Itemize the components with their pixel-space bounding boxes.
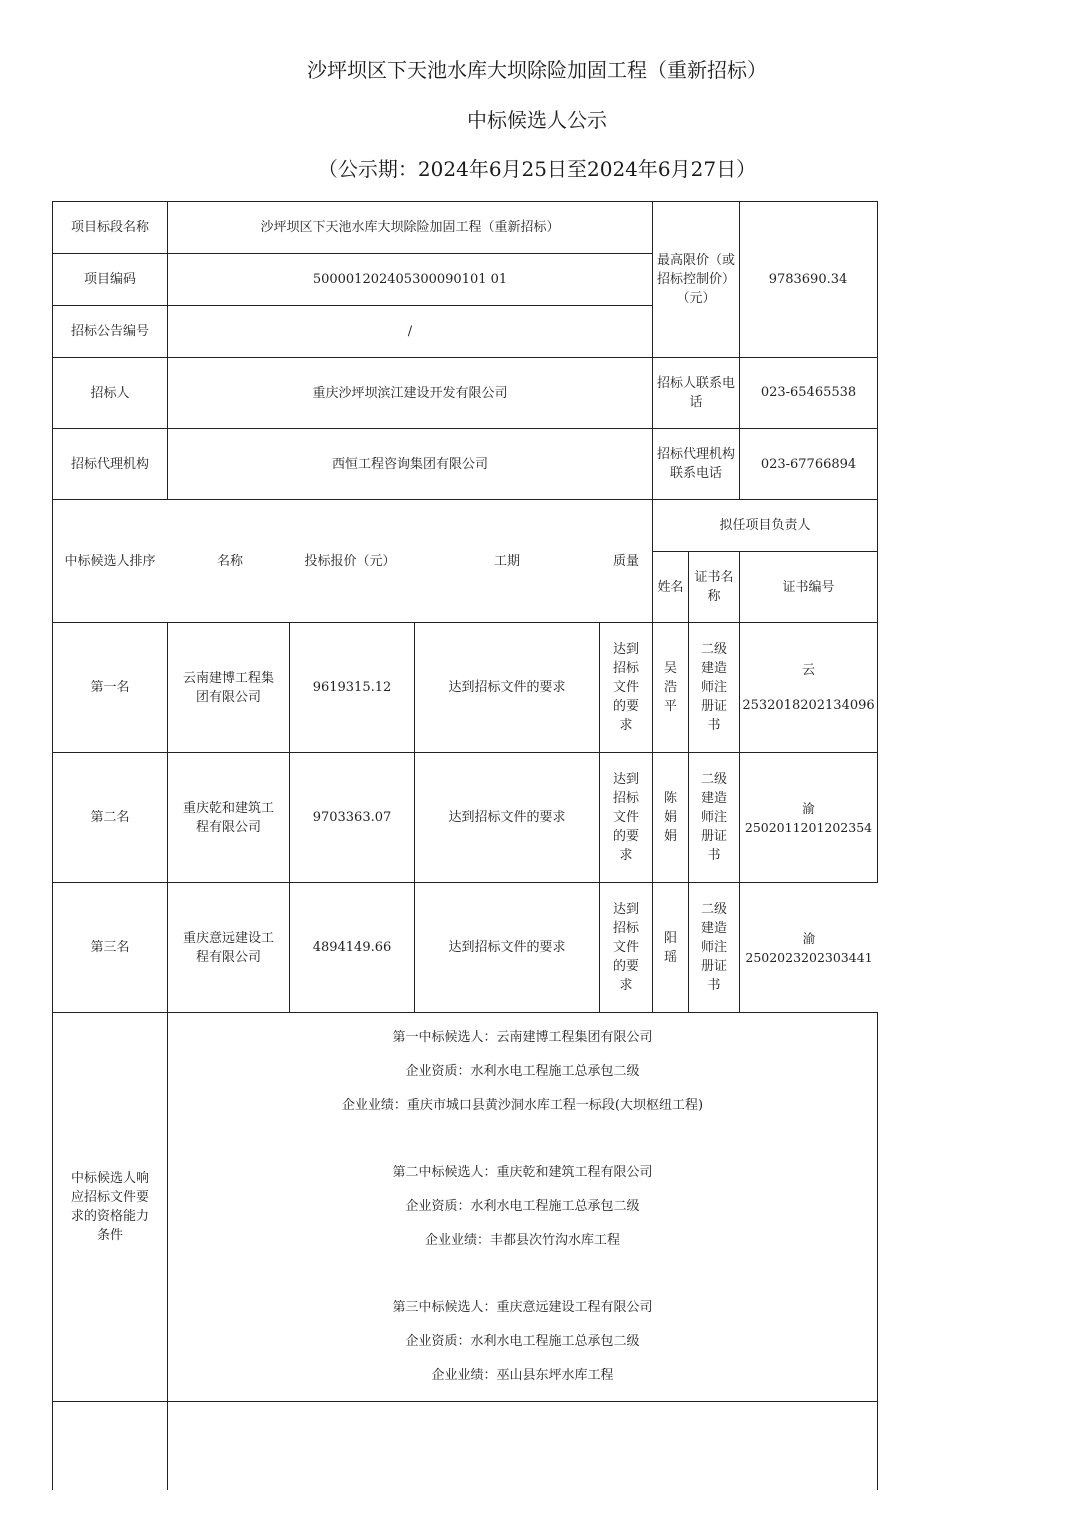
- candidate-manager: 陈娟娟: [652, 752, 689, 883]
- agency-value: 西恒工程咨询集团有限公司: [167, 428, 653, 500]
- tenderer-value: 重庆沙坪坝滨江建设开发有限公司: [167, 357, 653, 429]
- candidate-quality: 达到招标文件的要求: [599, 882, 653, 1013]
- qualification-spacer: [176, 1258, 869, 1291]
- candidate-rank: 第二名: [52, 752, 168, 883]
- document-title: 沙坪坝区下天池水库大坝除险加固工程（重新招标）: [307, 58, 767, 82]
- candidate-cert-no: 2532018202134096: [742, 697, 875, 713]
- period-header: 工期: [493, 553, 520, 569]
- rank-header: 中标候选人排序: [64, 553, 156, 569]
- max-price-label: 最高限价（或招标控制价）（元）: [652, 201, 740, 358]
- qualification-content: [167, 1012, 878, 1402]
- candidate-price: 4894149.66: [289, 882, 415, 1013]
- candidate-quality: 达到招标文件的要求: [599, 622, 653, 753]
- notice-number-label: 招标公告编号: [52, 305, 168, 358]
- candidate-price: 9619315.12: [289, 622, 415, 753]
- project-code-value: 500001202405300090101 01: [167, 253, 653, 306]
- candidate-rank: 第三名: [52, 882, 168, 1013]
- candidate-name: 重庆意远建设工程有限公司: [167, 882, 290, 1013]
- price-header: 投标报价（元）: [304, 553, 396, 569]
- qualification-line: 企业业绩：巫山县东坪水库工程: [431, 1368, 614, 1383]
- max-price-value: 9783690.34: [739, 201, 878, 358]
- trailing-row-label: [52, 1401, 168, 1490]
- qualification-line: 第三中标候选人：重庆意远建设工程有限公司: [392, 1300, 653, 1315]
- agency-phone-label: 招标代理机构联系电话: [652, 428, 740, 500]
- candidate-quality: 达到招标文件的要求: [599, 752, 653, 883]
- candidate-name: 云南建博工程集团有限公司: [167, 622, 290, 753]
- qualification-line: 企业资质：水利水电工程施工总承包二级: [405, 1064, 640, 1079]
- candidate-cert-no-cell: [739, 622, 878, 753]
- qualification-line: 第一中标候选人：云南建博工程集团有限公司: [392, 1030, 653, 1045]
- trailing-row-content: [167, 1401, 878, 1490]
- candidate-cert-no: 渝2502023202303441: [739, 882, 878, 1013]
- agency-label: 招标代理机构: [52, 428, 168, 500]
- candidate-period: 达到招标文件的要求: [414, 752, 600, 883]
- cert-no-header: 证书编号: [739, 551, 878, 623]
- qualification-spacer: [176, 1123, 869, 1156]
- candidate-manager: 吴浩平: [652, 622, 689, 753]
- cert-name-header: 证书名称: [688, 551, 740, 623]
- project-code-label: 项目编码: [52, 253, 168, 306]
- tenderer-phone-value: 023-65465538: [739, 357, 878, 429]
- candidate-name: 重庆乾和建筑工程有限公司: [167, 752, 290, 883]
- qualification-line: 第二中标候选人：重庆乾和建筑工程有限公司: [392, 1165, 653, 1180]
- publicity-period: （公示期：2024年6月25日至2024年6月27日）: [317, 157, 757, 181]
- quality-header: 质量: [612, 553, 639, 569]
- candidate-rank: 第一名: [52, 622, 168, 753]
- candidate-cert-no-prefix: 云: [801, 662, 815, 678]
- project-name-value: 沙坪坝区下天池水库大坝除险加固工程（重新招标）: [167, 201, 653, 254]
- tenderer-phone-label: 招标人联系电话: [652, 357, 740, 429]
- qualification-label: 中标候选人响应招标文件要求的资格能力条件: [52, 1012, 168, 1402]
- qualification-line: 企业业绩：重庆市城口县黄沙洞水库工程一标段(大坝枢纽工程): [341, 1098, 704, 1113]
- notice-number-value: /: [167, 305, 653, 358]
- qualification-line: 企业业绩：丰都县次竹沟水库工程: [424, 1233, 620, 1248]
- candidate-cert-name: 二级建造师注册证书: [688, 752, 740, 883]
- manager-name-header: 姓名: [652, 551, 689, 623]
- document-subtitle: 中标候选人公示: [467, 108, 607, 132]
- candidate-cert-no: 渝2502011201202354: [739, 752, 878, 883]
- qualification-line: 企业资质：水利水电工程施工总承包二级: [405, 1199, 640, 1214]
- candidate-period: 达到招标文件的要求: [414, 882, 600, 1013]
- agency-phone-value: 023-67766894: [739, 428, 878, 500]
- candidate-manager: 阳瑶: [652, 882, 689, 1013]
- tenderer-label: 招标人: [52, 357, 168, 429]
- manager-header: 拟任项目负责人: [652, 499, 878, 552]
- announcement-table: [52, 201, 878, 1490]
- candidate-cert-name: 二级建造师注册证书: [688, 622, 740, 753]
- name-header: 名称: [216, 553, 243, 569]
- qualification-line: 企业资质：水利水电工程施工总承包二级: [405, 1334, 640, 1349]
- candidate-period: 达到招标文件的要求: [414, 622, 600, 753]
- project-name-label: 项目标段名称: [52, 201, 168, 254]
- candidate-cert-name: 二级建造师注册证书: [688, 882, 740, 1013]
- candidate-price: 9703363.07: [289, 752, 415, 883]
